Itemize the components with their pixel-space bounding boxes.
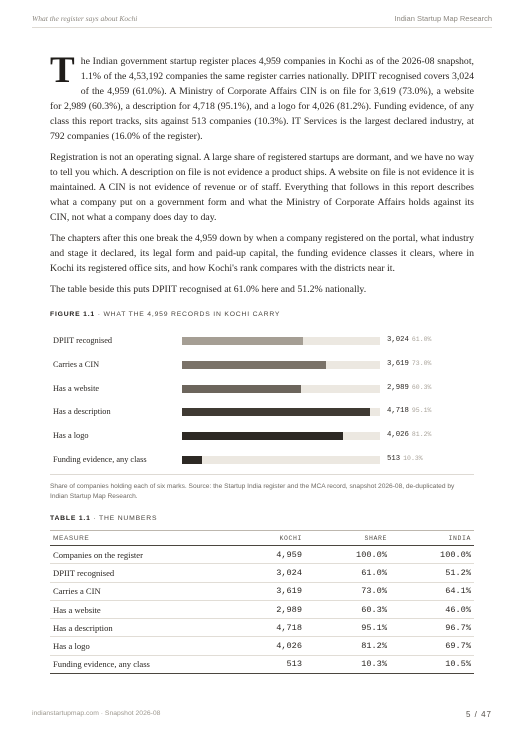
bar-fill bbox=[182, 456, 202, 464]
bar-count: 513 bbox=[387, 455, 401, 463]
chart-divider bbox=[50, 474, 474, 475]
bar-percent: 81.2% bbox=[411, 431, 432, 439]
bar-value bbox=[387, 431, 431, 439]
cell-india: 10.5% bbox=[390, 655, 474, 673]
cell-kochi: 3,619 bbox=[220, 582, 305, 600]
figure-caption: Share of companies holding each of six marks. Source: the Startup India register and the MCA record, snapshot 2026-08, de-duplicated by Indian Startup Map Research. bbox=[50, 483, 455, 500]
footer-source: indianstartupmap.com · Snapshot 2026-08 bbox=[32, 710, 161, 717]
chart-bar-row bbox=[50, 449, 474, 472]
cell-kochi: 4,959 bbox=[220, 546, 305, 564]
bar-count: 3,619 bbox=[387, 359, 409, 368]
table-header-row bbox=[50, 531, 474, 546]
table-number: TABLE 1.1 bbox=[50, 515, 91, 522]
table-row bbox=[50, 546, 474, 564]
page-number: 5 / 47 bbox=[465, 710, 492, 719]
table-row bbox=[50, 637, 474, 655]
numbers-table bbox=[50, 530, 474, 674]
chart-bar-row bbox=[50, 378, 474, 401]
bar-value bbox=[387, 360, 431, 368]
cell-india: 96.7% bbox=[390, 619, 474, 637]
paragraph-intro bbox=[50, 50, 474, 144]
bar-value bbox=[387, 455, 423, 463]
paragraph-registration: Registration is not an operating signal. A large share of registered startups are dormant, and we have no way to tell you which. A description on file is not evidence a product ships. A website on file is not evidence it is maintained. A CIN is not evidence of revenue or of staff. Everything that follows in this report describes what a company put on a government form and what the Ministry of Corporate Affairs holds against its CIN, not what a company does day to day. bbox=[50, 152, 474, 223]
bar-track bbox=[182, 456, 380, 464]
bar-track bbox=[182, 337, 380, 345]
cell-kochi: 3,024 bbox=[220, 564, 305, 582]
cell-kochi: 4,718 bbox=[220, 619, 305, 637]
cell-measure: Carries a CIN bbox=[50, 582, 220, 600]
cell-india: 46.0% bbox=[390, 600, 474, 618]
cell-share: 81.2% bbox=[305, 637, 390, 655]
table-row bbox=[50, 582, 474, 600]
chart-bar-row bbox=[50, 401, 474, 424]
bar-percent: 10.3% bbox=[403, 455, 423, 462]
chart-bar-row bbox=[50, 330, 474, 353]
cell-share: 73.0% bbox=[305, 582, 390, 600]
cell-measure: Has a logo bbox=[50, 637, 220, 655]
bar-label: Has a description bbox=[53, 407, 111, 417]
bar-fill bbox=[182, 361, 326, 369]
running-header bbox=[32, 14, 492, 28]
header-india: INDIA bbox=[390, 531, 474, 546]
paragraph-chapters: The chapters after this one break the 4,959 down by when a company registered on the portal, what industry and stage it declared, its legal form and paid-up capital, the funding evidence classes it clears, where in Kochi its registered office sits, and how Kochi's rank compares with the districts near it. bbox=[50, 233, 474, 274]
header-share: SHARE bbox=[305, 531, 390, 546]
header-measure: MEASURE bbox=[50, 531, 220, 546]
bar-label: DPIIT recognised bbox=[53, 336, 113, 345]
bar-value bbox=[387, 407, 431, 415]
cell-india: 51.2% bbox=[390, 564, 474, 582]
bar-fill bbox=[182, 337, 303, 345]
bar-value bbox=[387, 384, 431, 392]
header-kochi: KOCHI bbox=[220, 531, 305, 546]
table-row bbox=[50, 619, 474, 637]
intro-text: he Indian government startup register places 4,959 companies in Kochi as of the 2026-08 snapshot, 1.1% of the 4,53,192 companies the same register carries nationally. DPIIT recognised covers 3,024 of the 4,959 (61.0%). A Ministry of Corporate Affairs CIN is on file for 3,619 (73.0%), a website for 2,989 (60.3%), a description for 4,718 (95.1%), and a logo for 4,026 (81.2%). Funding evidence, of any class this report tracks, sits against 513 companies (10.3%). IT Services is the largest declared industry, at 792 companies (16.0% of the register). bbox=[50, 56, 474, 142]
cell-india: 69.7% bbox=[390, 637, 474, 655]
bar-label: Has a website bbox=[53, 383, 100, 393]
cell-kochi: 2,989 bbox=[220, 600, 305, 618]
chart-bar-row bbox=[50, 354, 474, 377]
cell-kochi: 513 bbox=[220, 655, 305, 673]
bar-track bbox=[182, 361, 380, 369]
bar-fill bbox=[182, 385, 301, 393]
cell-measure: DPIIT recognised bbox=[50, 564, 220, 582]
bar-label: Funding evidence, any class bbox=[53, 455, 147, 464]
cell-share: 95.1% bbox=[305, 619, 390, 637]
records-bar-chart bbox=[50, 330, 474, 472]
figure-title: · WHAT THE 4,959 RECORDS IN KOCHI CARRY bbox=[97, 311, 281, 318]
bar-label: Carries a CIN bbox=[53, 359, 100, 369]
page-footer bbox=[32, 710, 492, 719]
bar-track bbox=[182, 408, 380, 416]
publication-name: Indian Startup Map Research bbox=[394, 14, 492, 23]
cell-kochi: 4,026 bbox=[220, 637, 305, 655]
bar-percent: 73.0% bbox=[411, 359, 432, 367]
figure-label bbox=[50, 311, 280, 318]
drop-cap: T bbox=[50, 50, 75, 91]
cell-share: 100.0% bbox=[305, 546, 390, 564]
cell-share: 60.3% bbox=[305, 600, 390, 618]
section-title: What the register says about Kochi bbox=[32, 14, 138, 23]
figure-number: FIGURE 1.1 bbox=[50, 311, 96, 318]
table-row bbox=[50, 600, 474, 618]
bar-count: 2,989 bbox=[387, 383, 409, 392]
cell-india: 100.0% bbox=[390, 546, 474, 564]
bar-count: 3,024 bbox=[387, 336, 409, 344]
bar-label: Has a logo bbox=[53, 431, 89, 441]
cell-india: 64.1% bbox=[390, 582, 474, 600]
chart-bar-row bbox=[50, 425, 474, 448]
bar-track bbox=[182, 432, 380, 440]
bar-percent: 61.0% bbox=[411, 336, 432, 343]
paragraph-table-note: The table beside this puts DPIIT recognised at 61.0% here and 51.2% nationally. bbox=[50, 284, 367, 295]
table-title: · THE NUMBERS bbox=[93, 515, 158, 522]
bar-count: 4,718 bbox=[387, 407, 409, 416]
table-row bbox=[50, 655, 474, 673]
cell-measure: Companies on the register bbox=[50, 546, 220, 564]
bar-fill bbox=[182, 408, 370, 416]
bar-count: 4,026 bbox=[387, 431, 409, 440]
bar-track bbox=[182, 385, 380, 393]
bar-fill bbox=[182, 432, 343, 440]
cell-measure: Funding evidence, any class bbox=[50, 655, 220, 673]
bar-percent: 95.1% bbox=[411, 407, 432, 415]
table-label bbox=[50, 515, 157, 522]
bar-value bbox=[387, 336, 431, 344]
cell-measure: Has a website bbox=[50, 600, 220, 618]
cell-share: 61.0% bbox=[305, 564, 390, 582]
bar-percent: 60.3% bbox=[411, 383, 432, 391]
table-row bbox=[50, 564, 474, 582]
article-body bbox=[50, 50, 474, 303]
cell-measure: Has a description bbox=[50, 619, 220, 637]
cell-share: 10.3% bbox=[305, 655, 390, 673]
